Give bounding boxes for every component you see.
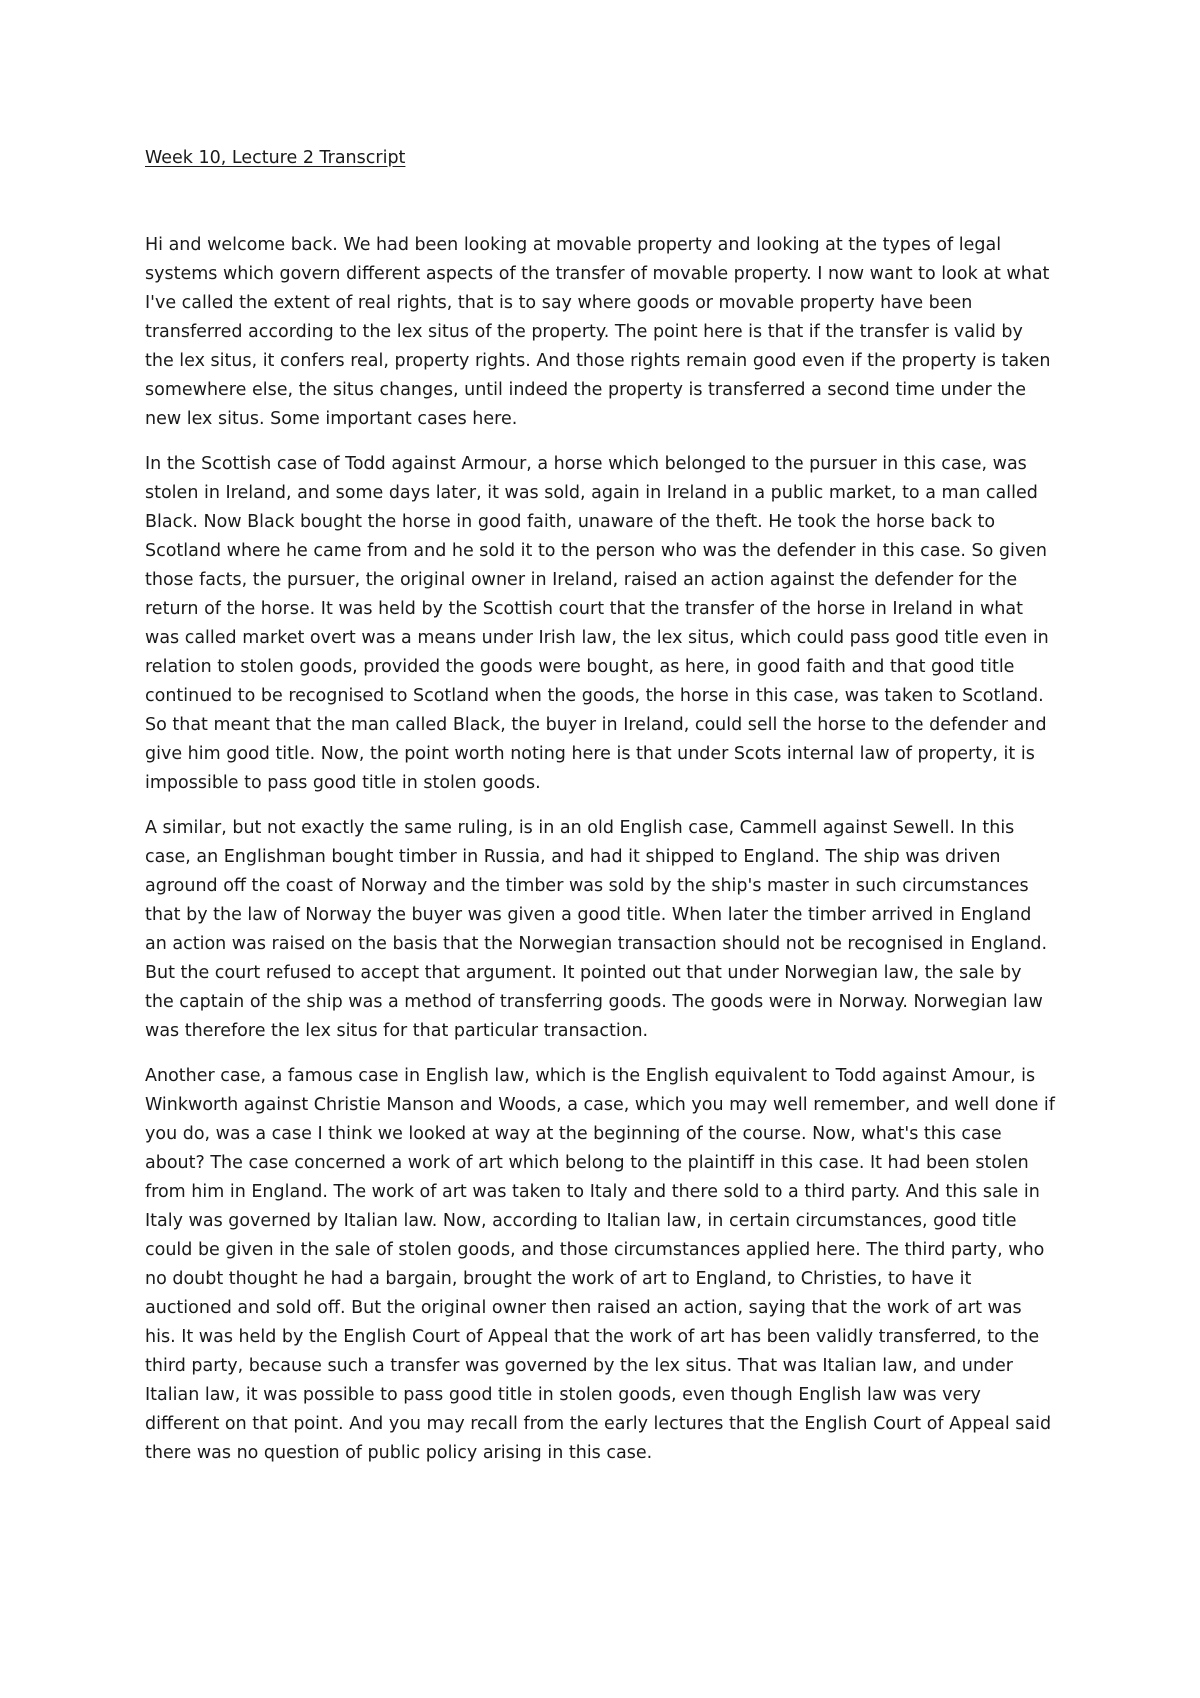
document-body <box>145 144 1055 1484</box>
paragraph-intro: Hi and welcome back. We had been looking at movable property and looking at the types of legal systems which govern different aspects of the transfer of movable property. I now want to look at what I've called the extent of real rights, that is to say where goods or movable property have been transferred according to the lex situs of the property. The point here is that if the transfer is valid by the lex situs, it confers real, property rights. And those rights remain good even if the property is taken somewhere else, the situs changes, until indeed the property is transferred a second time under the new lex situs. Some important cases here. <box>145 235 1051 429</box>
paragraph-cammell-v-sewell: A similar, but not exactly the same ruling, is in an old English case, Cammell against Sewell. In this case, an Englishman bought timber in Russia, and had it shipped to England. The ship was driven aground off the coast of Norway and the timber was sold by the ship's master in such circumstances that by the law of Norway the buyer was given a good title. When later the timber arrived in England an action was raised on the basis that the Norwegian transaction should not be recognised in England. But the court refused to accept that argument. It pointed out that under Norwegian law, the sale by the captain of the ship was a method of transferring goods. The goods were in Norway. Norwegian law was therefore the lex situs for that particular transaction. <box>145 818 1048 1041</box>
document-title: Week 10, Lecture 2 Transcript <box>145 148 406 168</box>
paragraph-todd-v-armour: In the Scottish case of Todd against Armour, a horse which belonged to the pursuer in this case, was stolen in Ireland, and some days later, it was sold, again in Ireland in a public market, to a man called Black. Now Black bought the horse in good faith, unaware of the theft. He took the horse back to Scotland where he came from and he sold it to the person who was the defender in this case. So given those facts, the pursuer, the original owner in Ireland, raised an action against the defender for the return of the horse. It was held by the Scottish court that the transfer of the horse in Ireland in what was called market overt was a means under Irish law, the lex situs, which could pass good title even in relation to stolen goods, provided the goods were bought, as here, in good faith and that good title continued to be recognised to Scotland when the goods, the horse in this case, was taken to Scotland. So that meant that the man called Black, the buyer in Ireland, could sell the horse to the defender and give him good title. Now, the point worth noting here is that under Scots internal law of property, it is impossible to pass good title in stolen goods. <box>145 454 1049 793</box>
paragraph-winkworth-v-christie: Another case, a famous case in English law, which is the English equivalent to Todd against Amour, is Winkworth against Christie Manson and Woods, a case, which you may well remember, and well done if you do, was a case I think we looked at way at the beginning of the course. Now, what's this case about? The case concerned a work of art which belong to the plaintiff in this case. It had been stolen from him in England. The work of art was taken to Italy and there sold to a third party. And this sale in Italy was governed by Italian law. Now, according to Italian law, in certain circumstances, good title could be given in the sale of stolen goods, and those circumstances applied here. The third party, who no doubt thought he had a bargain, brought the work of art to England, to Christies, to have it auctioned and sold off. But the original owner then raised an action, saying that the work of art was his. It was held by the English Court of Appeal that the work of art has been validly transferred, to the third party, because such a transfer was governed by the lex situs. That was Italian law, and under Italian law, it was possible to pass good title in stolen goods, even though English law was very different on that point. And you may recall from the early lectures that the English Court of Appeal said there was no question of public policy arising in this case. <box>145 1066 1055 1463</box>
